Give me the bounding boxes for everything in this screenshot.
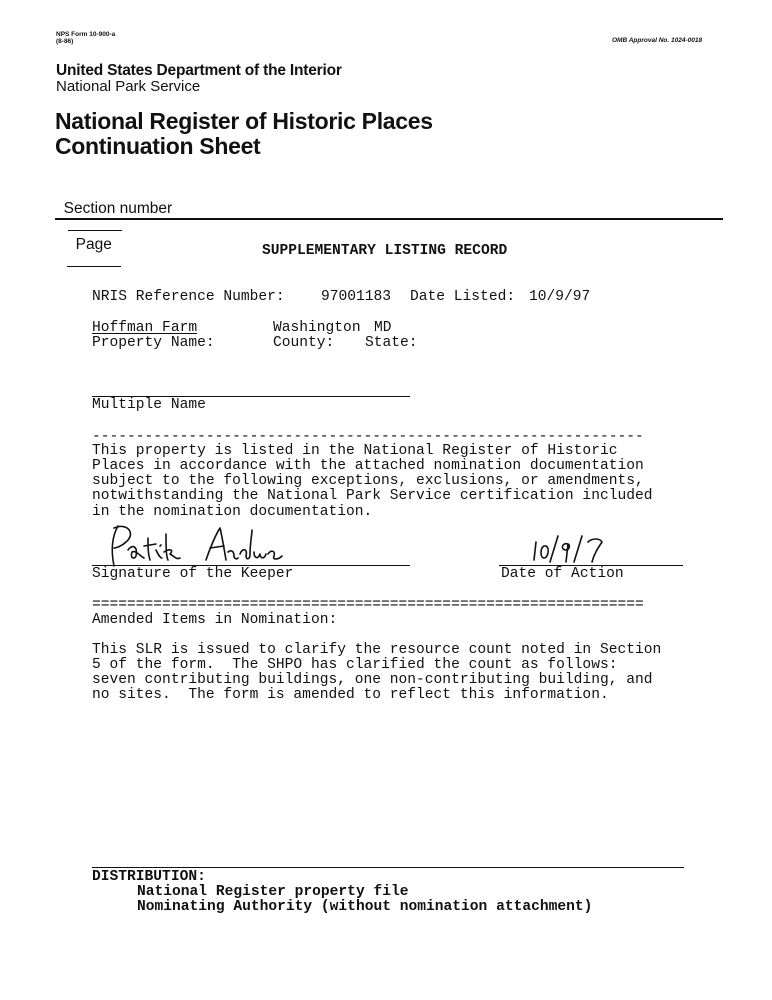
date-listed-value: 10/9/97 [529, 289, 591, 305]
property-name-value: Hoffman Farm [92, 320, 198, 336]
section-page-line [55, 182, 172, 272]
county-value: Washington [273, 320, 361, 336]
date-of-action-label: Date of Action [501, 566, 624, 582]
double-rule: =============================================================== [92, 597, 644, 613]
amended-text-line-2: 5 of the form. The SHPO has clarified the count as follows: [92, 657, 618, 673]
amended-text-line-3: seven contributing buildings, one non-contributing building, and [92, 672, 653, 688]
record-heading: SUPPLEMENTARY LISTING RECORD [262, 243, 508, 259]
page-number-blank [67, 265, 121, 267]
amended-text-line-4: no sites. The form is amended to reflect this information. [92, 687, 609, 703]
amended-text-line-1: This SLR is issued to clarify the resource count noted in Section [92, 642, 662, 658]
form-date: (8-86) [56, 38, 74, 45]
date-listed-label: Date Listed: [410, 289, 516, 305]
department-name: United States Department of the Interior [56, 62, 342, 79]
page-subtitle: Continuation Sheet [55, 133, 261, 159]
statement-line-3: subject to the following exceptions, exclusions, or amendments, [92, 473, 644, 489]
header-rule [55, 218, 723, 220]
keeper-signature [100, 520, 290, 570]
county-label: County: [273, 335, 335, 351]
omb-approval: OMB Approval No. 1024-0018 [612, 37, 703, 44]
amended-items-label: Amended Items in Nomination: [92, 612, 338, 628]
action-date-handwritten [532, 534, 612, 564]
state-value: MD [374, 320, 392, 336]
statement-line-1: This property is listed in the National Register of Historic [92, 443, 618, 459]
section-number-label: Section number [63, 200, 173, 217]
form-number: NPS Form 10-900-a [56, 31, 116, 38]
distribution-rule [92, 867, 684, 868]
nris-value: 97001183 [321, 289, 392, 305]
property-name-label: Property Name: [92, 335, 215, 351]
statement-line-5: in the nomination documentation. [92, 504, 373, 520]
dash-rule: --------------------------------------------------------------- [92, 429, 644, 445]
state-label: State: [365, 335, 418, 351]
agency-name: National Park Service [56, 78, 201, 95]
page-label: Page [75, 236, 112, 253]
nris-label: NRIS Reference Number: [92, 289, 285, 305]
section-number-blank [68, 229, 122, 231]
statement-line-4: notwithstanding the National Park Service certification included [92, 488, 653, 504]
distribution-item: National Register property file [137, 884, 409, 900]
distribution-label: DISTRIBUTION: [92, 869, 206, 885]
signature-label: Signature of the Keeper [92, 566, 294, 582]
page-title: National Register of Historic Places [55, 108, 433, 134]
statement-line-2: Places in accordance with the attached nomination documentation [92, 458, 644, 474]
multiple-name-label: Multiple Name [92, 397, 206, 413]
distribution-item: Nominating Authority (without nomination attachment) [137, 899, 593, 915]
